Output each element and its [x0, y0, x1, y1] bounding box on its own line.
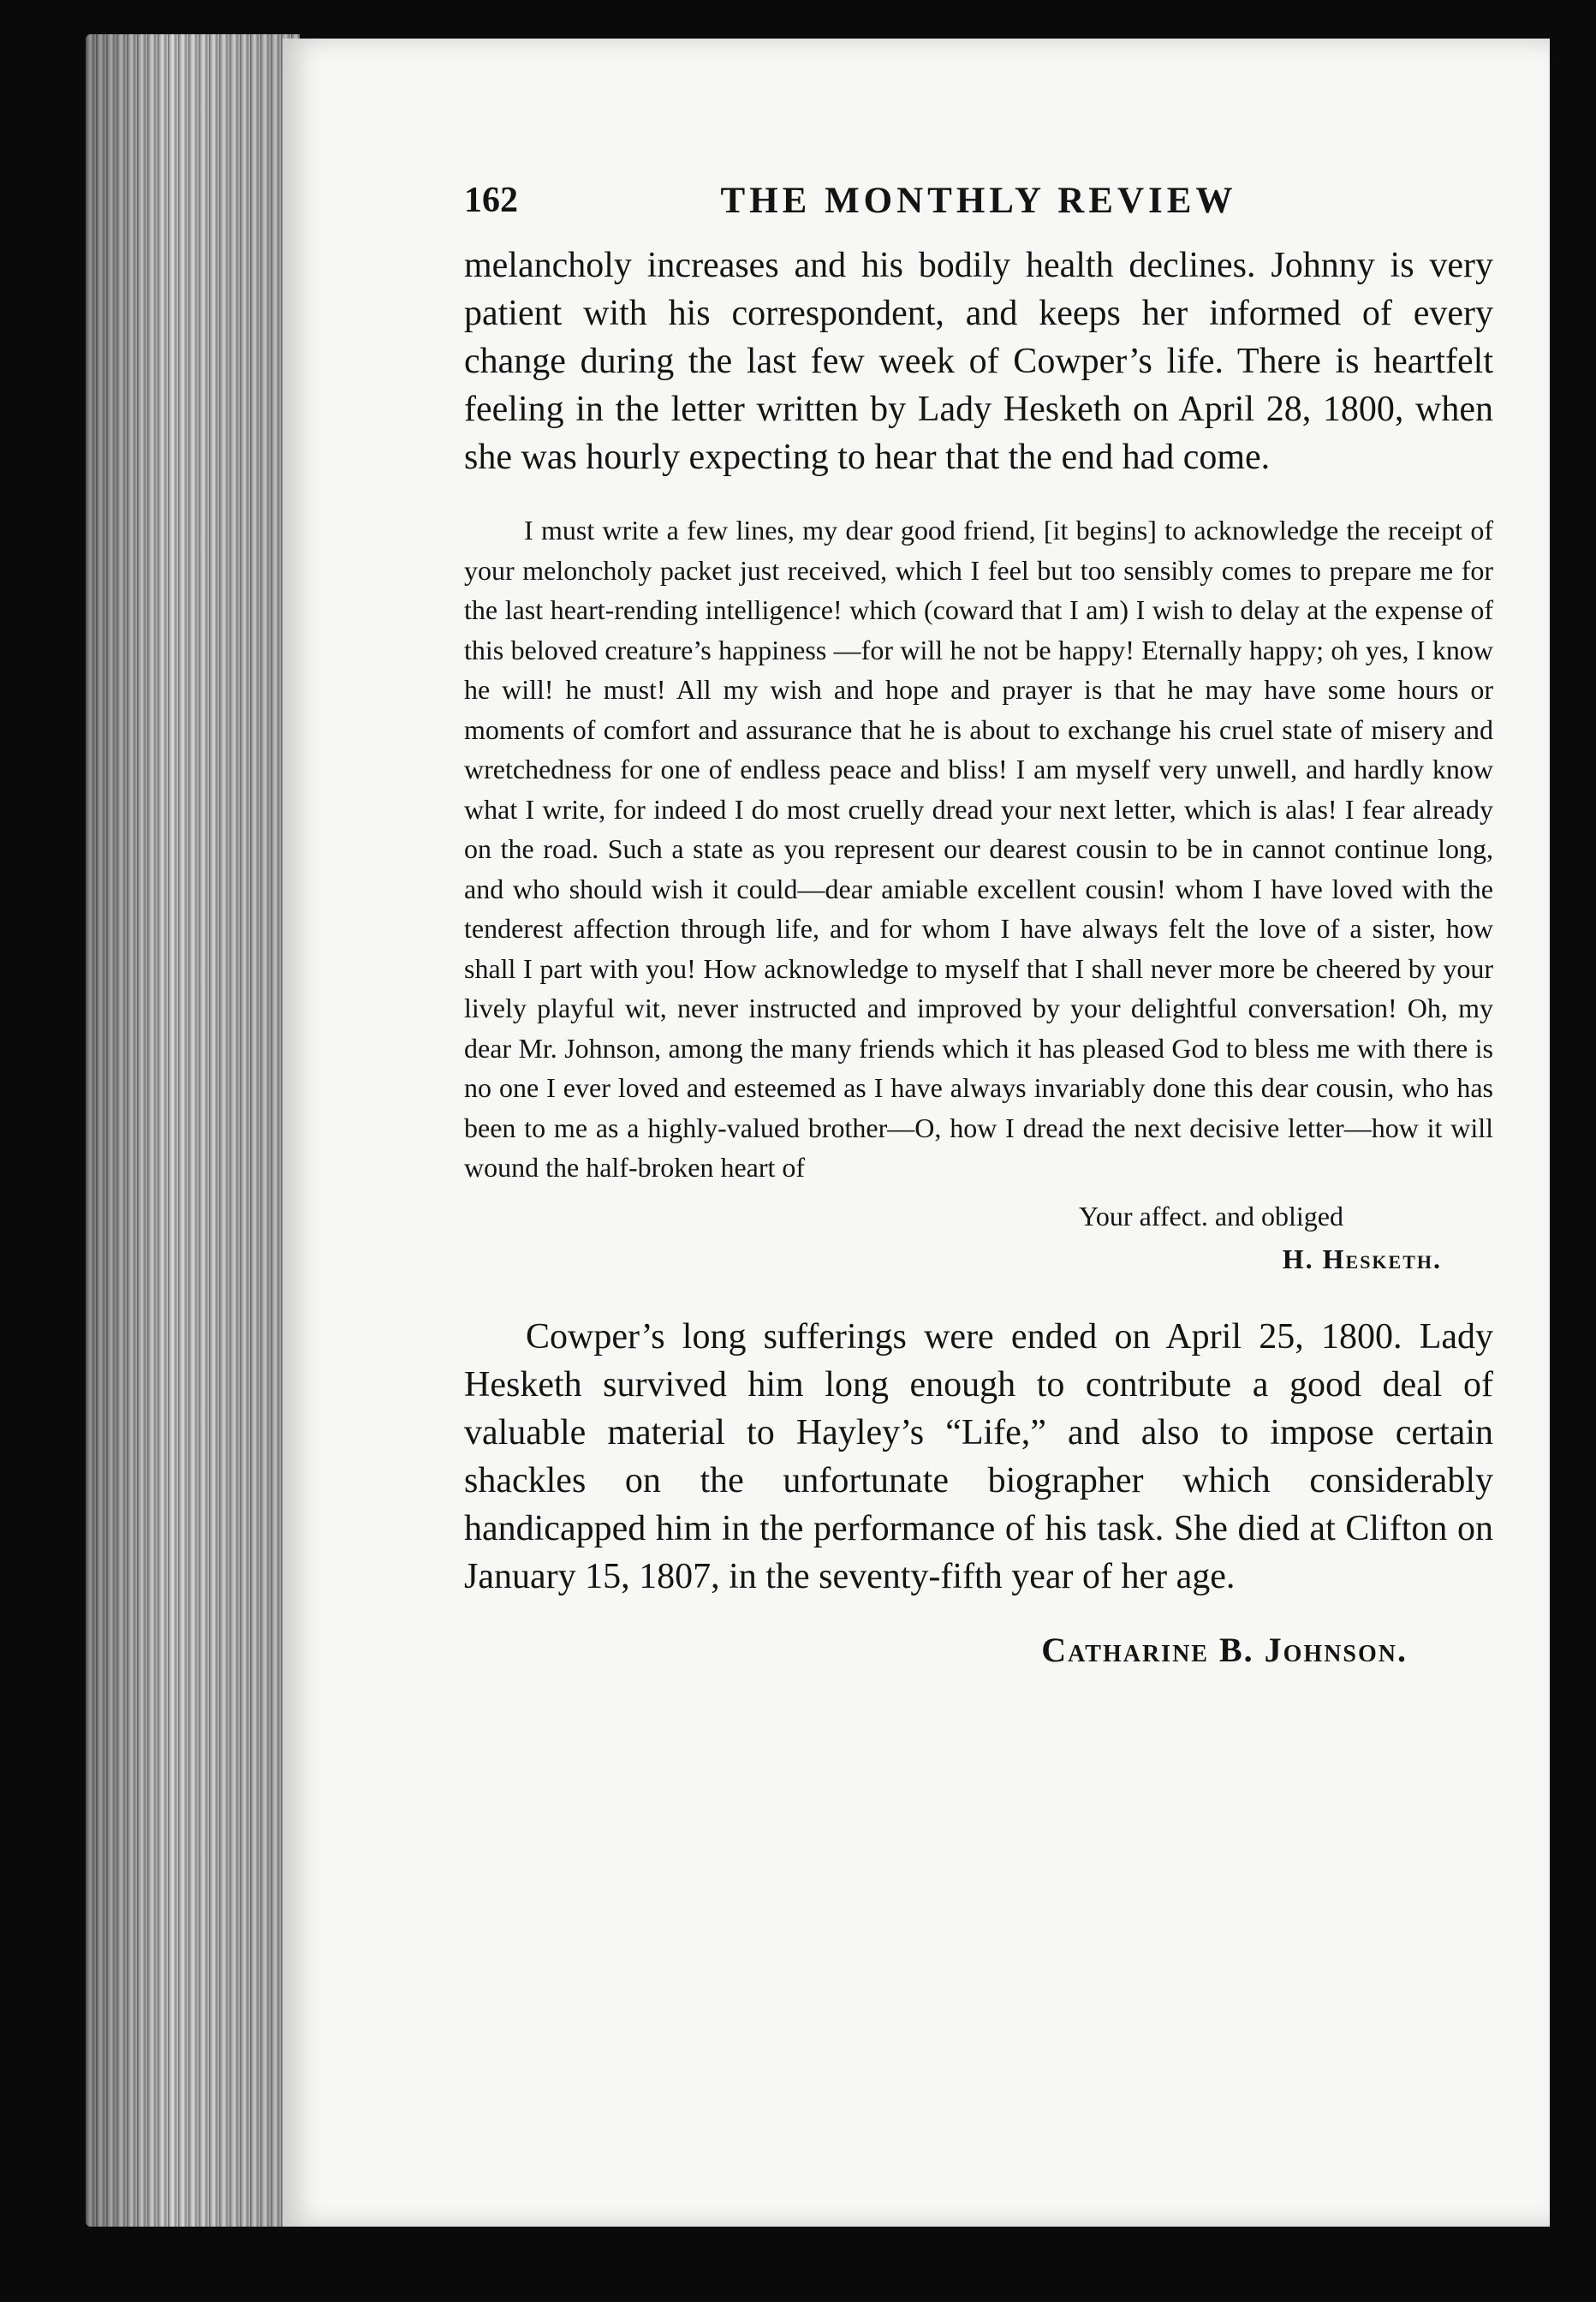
journal-title: THE MONTHLY REVIEW	[720, 181, 1237, 221]
article-author: Catharine B. Johnson.	[1041, 1630, 1408, 1669]
letter-valediction: Your affect. and obliged	[1079, 1200, 1343, 1232]
book-page	[283, 39, 1550, 2227]
letter-quotation: I must write a few lines, my dear good friend, [it begins] to acknowledge the receipt of your meloncholy packet just received, which I feel but too sensibly comes to prepare me for the last heart-rending intelligence! which (coward that I am) I wish to delay at the expense of this beloved creature’s happiness —for will he not be happy! Eternally happy; oh yes, I know he will! he must! All my wish and hope and prayer is that he may have some hours or moments of comfort and assurance that he is about to exchange his cruel state of misery and wretchedness for one of endless peace and bliss! I am myself very unwell, and hardly know what I write, for indeed I do most cruelly dread your next letter, which is alas! I fear already on the road. Such a state as you represent our dearest cousin to be in cannot continue long, and who should wish it could—dear amiable excellent cousin! whom I have loved with the tenderest affection through life, and for whom I have always felt the love of a sister, how shall I part with you! How acknowledge to myself that I shall never more be cheered by your lively playful wit, never instructed and improved by your delightful conversation! Oh, my dear Mr. Johnson, among the many friends which it has pleased God to bless me with there is no one I ever loved and esteemed as I have always invariably done this dear cousin, who has been to me as a highly-valued brother—O, how I dread the next decisive letter—how it will wound the half-broken heart of	[464, 515, 1493, 1183]
intro-paragraph: melancholy increases and his bodily health declines. Johnny is very patient with his correspondent, and keeps her informed of every change during the last few week of Cowper’s life. There is heartfelt feeling in the letter written by Lady Hesketh on April 28, 1800, when she was hourly expecting to hear that the end had come.	[464, 246, 1493, 477]
book-page-edges-shadow	[86, 34, 300, 2227]
outro-paragraph: Cowper’s long sufferings were ended on April 25, 1800. Lady Hesketh survived him long enough to contribute a good deal of valuable material to Hayley’s “Life,” and also to impose certain shackles on the unfortunate biographer which considerably handicapped him in the performance of his task. She died at Clifton on January 15, 1807, in the seventy-fifth year of her age.	[464, 1316, 1493, 1596]
letter-signature: H. Hesketh.	[1282, 1243, 1442, 1274]
letter-closing	[464, 1195, 1493, 1280]
page-number: 162	[464, 181, 518, 220]
running-head	[464, 180, 1493, 240]
page-content	[464, 180, 1493, 1670]
